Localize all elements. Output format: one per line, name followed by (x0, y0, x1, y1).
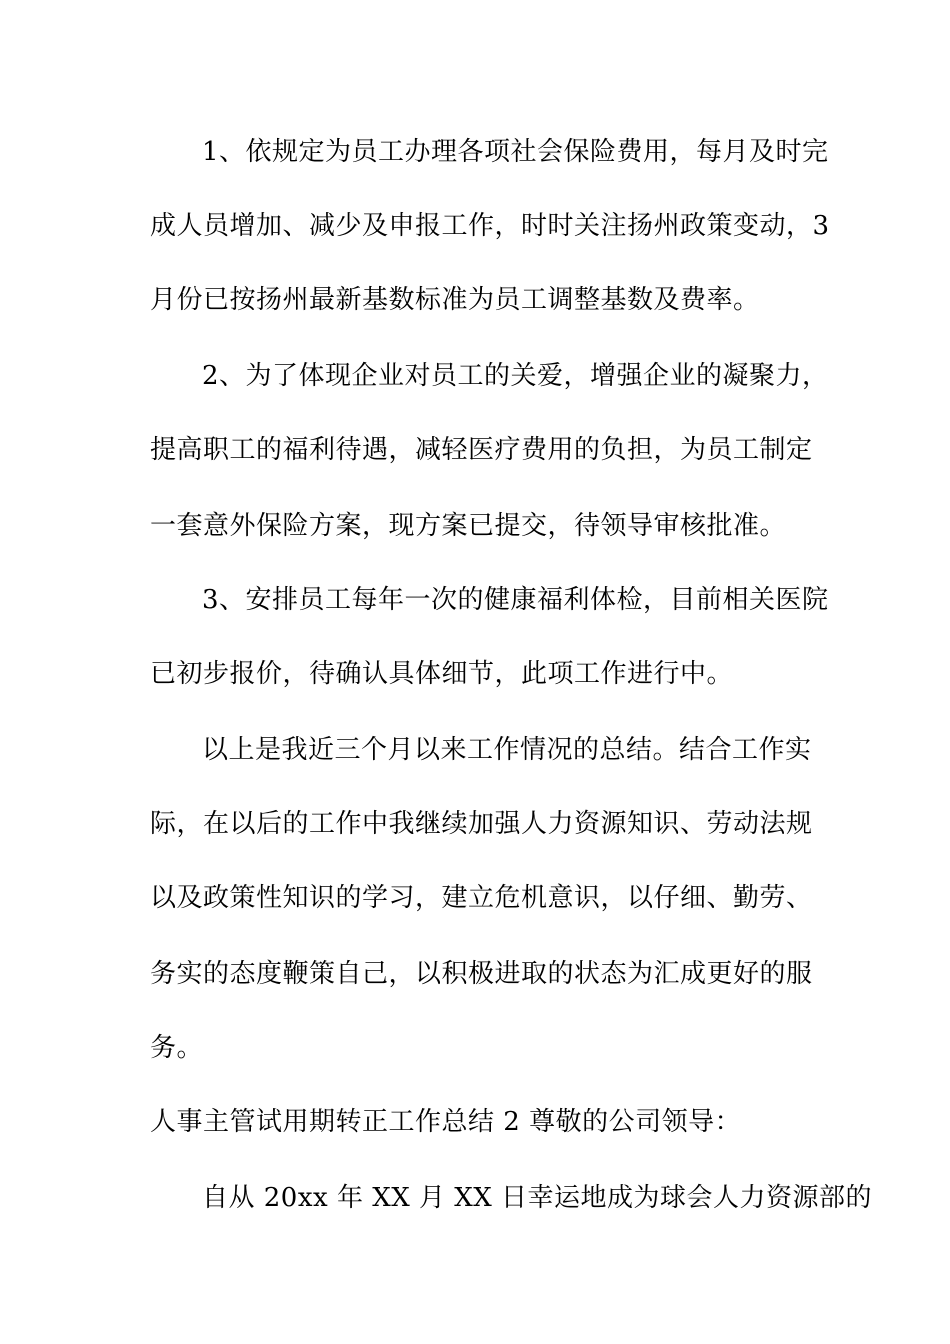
paragraph-4-line-5: 务。 (150, 1033, 204, 1063)
paragraph-1-line-2: 成人员增加、减少及申报工作，时时关注扬州政策变动，3 (150, 211, 830, 241)
paragraph-2-line-2: 提高职工的福利待遇，减轻医疗费用的负担，为员工制定 (150, 435, 813, 465)
paragraph-1-line-1: 1、依规定为员工办理各项社会保险费用，每月及时完 (202, 137, 829, 167)
paragraph-4-line-1: 以上是我近三个月以来工作情况的总结。结合工作实 (202, 735, 812, 765)
paragraph-5-line-1: 自从 20xx 年 XX 月 XX 日幸运地成为球会人力资源部的 (202, 1183, 873, 1213)
paragraph-2-line-1: 2、为了体现企业对员工的关爱，增强企业的凝聚力， (202, 361, 829, 391)
paragraph-4-line-3: 以及政策性知识的学习，建立危机意识，以仔细、勤劳、 (150, 883, 813, 913)
paragraph-3-line-1: 3、安排员工每年一次的健康福利体检，目前相关医院 (202, 585, 829, 615)
paragraph-2-line-3: 一套意外保险方案，现方案已提交，待领导审核批准。 (150, 511, 787, 541)
paragraph-1-line-3: 月份已按扬州最新基数标准为员工调整基数及费率。 (150, 285, 760, 315)
paragraph-4-line-4: 务实的态度鞭策自己，以积极进取的状态为汇成更好的服 (150, 959, 813, 989)
paragraph-3-line-2: 已初步报价，待确认具体细节，此项工作进行中。 (150, 659, 734, 689)
section-heading: 人事主管试用期转正工作总结 2 尊敬的公司领导： (150, 1107, 742, 1137)
paragraph-4-line-2: 际，在以后的工作中我继续加强人力资源知识、劳动法规 (150, 809, 813, 839)
